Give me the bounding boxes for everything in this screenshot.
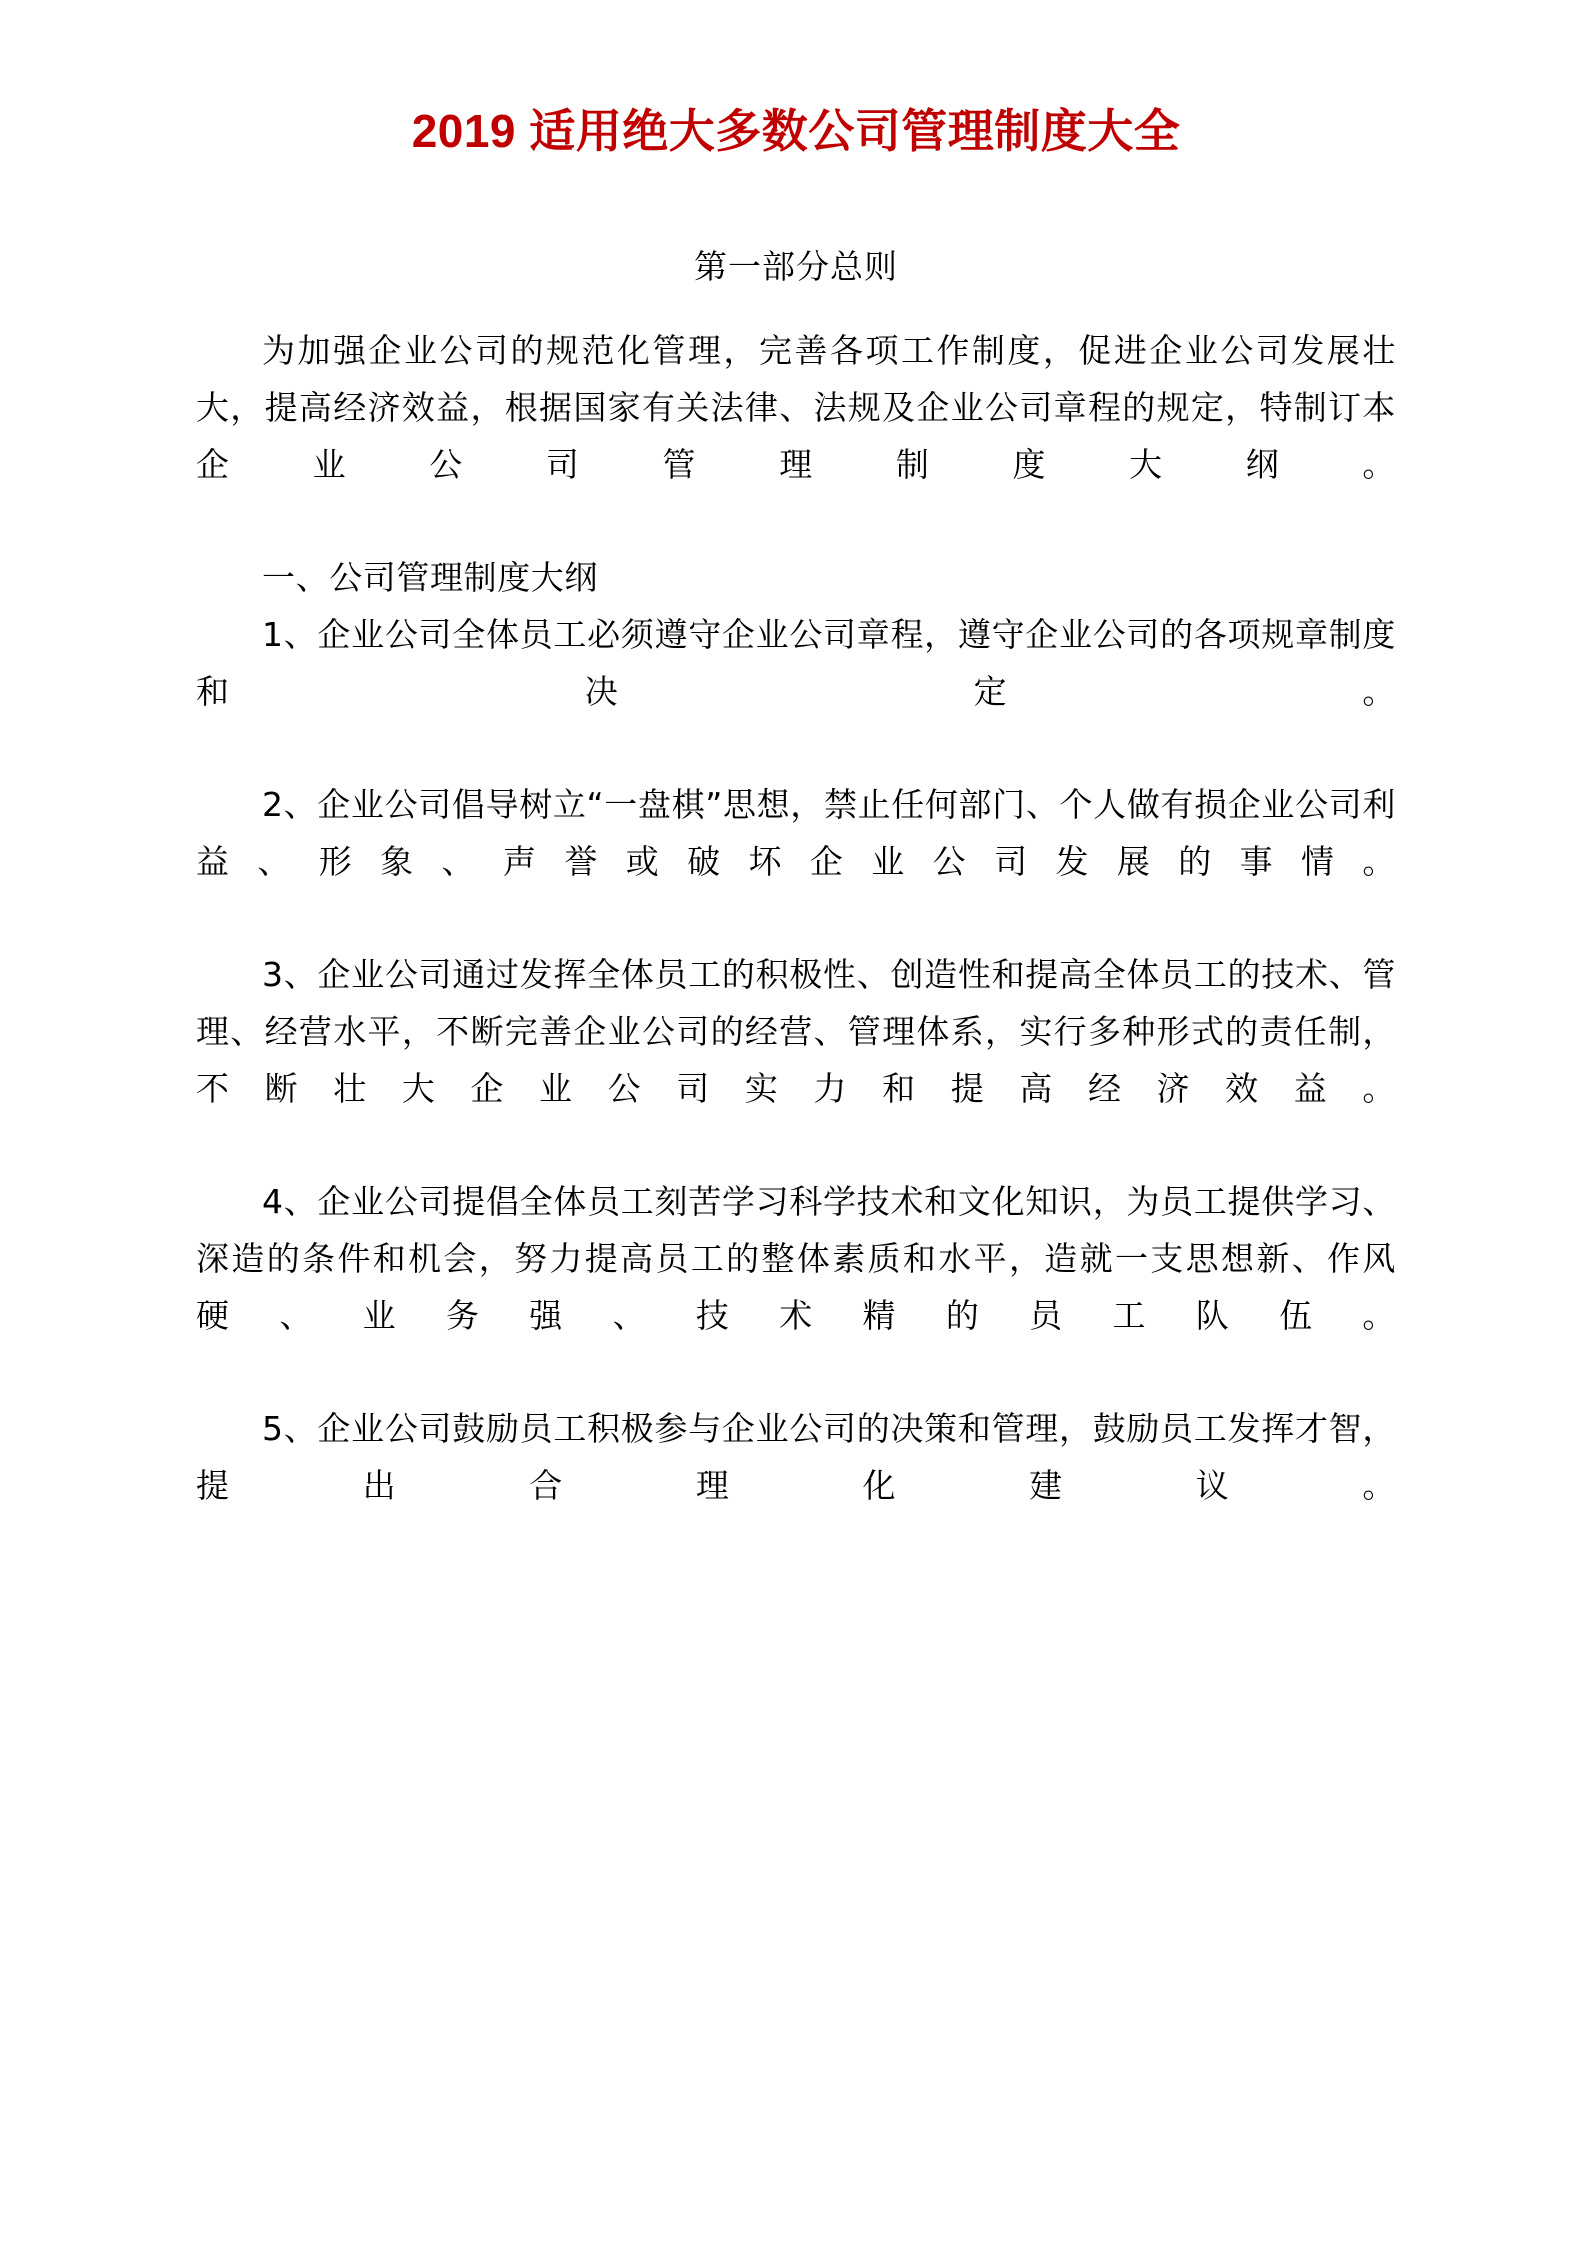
section-heading: 第一部分总则 bbox=[694, 247, 898, 286]
paragraph-item-2: 2、企业公司倡导树立“一盘棋”思想，禁止任何部门、个人做有损企业公司利益、形象、声誉或破坏企业公司发展的事情。 bbox=[196, 785, 1396, 881]
paragraph-outline-heading: 一、公司管理制度大纲 bbox=[262, 558, 598, 597]
paragraph-preamble: 为加强企业公司的规范化管理，完善各项工作制度，促进企业公司发展壮大，提高经济效益，根据国家有关法律、法规及企业公司章程的规定，特制订本企业公司管理制度大纲。 bbox=[196, 331, 1396, 484]
paragraph-item-3: 3、企业公司通过发挥全体员工的积极性、创造性和提高全体员工的技术、管理、经营水平，不断完善企业公司的经营、管理体系，实行多种形式的责任制，不断壮大企业公司实力和提高经济效益。 bbox=[196, 955, 1396, 1108]
page-title: 2019 适用绝大多数公司管理制度大全 bbox=[411, 105, 1181, 157]
body-text bbox=[196, 323, 1396, 1572]
paragraph-item-1: 1、企业公司全体员工必须遵守企业公司章程，遵守企业公司的各项规章制度和决定。 bbox=[196, 614, 1396, 711]
paragraph-item-4: 4、企业公司提倡全体员工刻苦学习科学技术和文化知识，为员工提供学习、深造的条件和机会，努力提高员工的整体素质和水平，造就一支思想新、作风硬、业务强、技术精的员工队伍。 bbox=[196, 1182, 1396, 1335]
paragraph-item-5: 5、企业公司鼓励员工积极参与企业公司的决策和管理，鼓励员工发挥才智，提出合理化建议。 bbox=[196, 1409, 1396, 1505]
document-content bbox=[196, 0, 1396, 1572]
